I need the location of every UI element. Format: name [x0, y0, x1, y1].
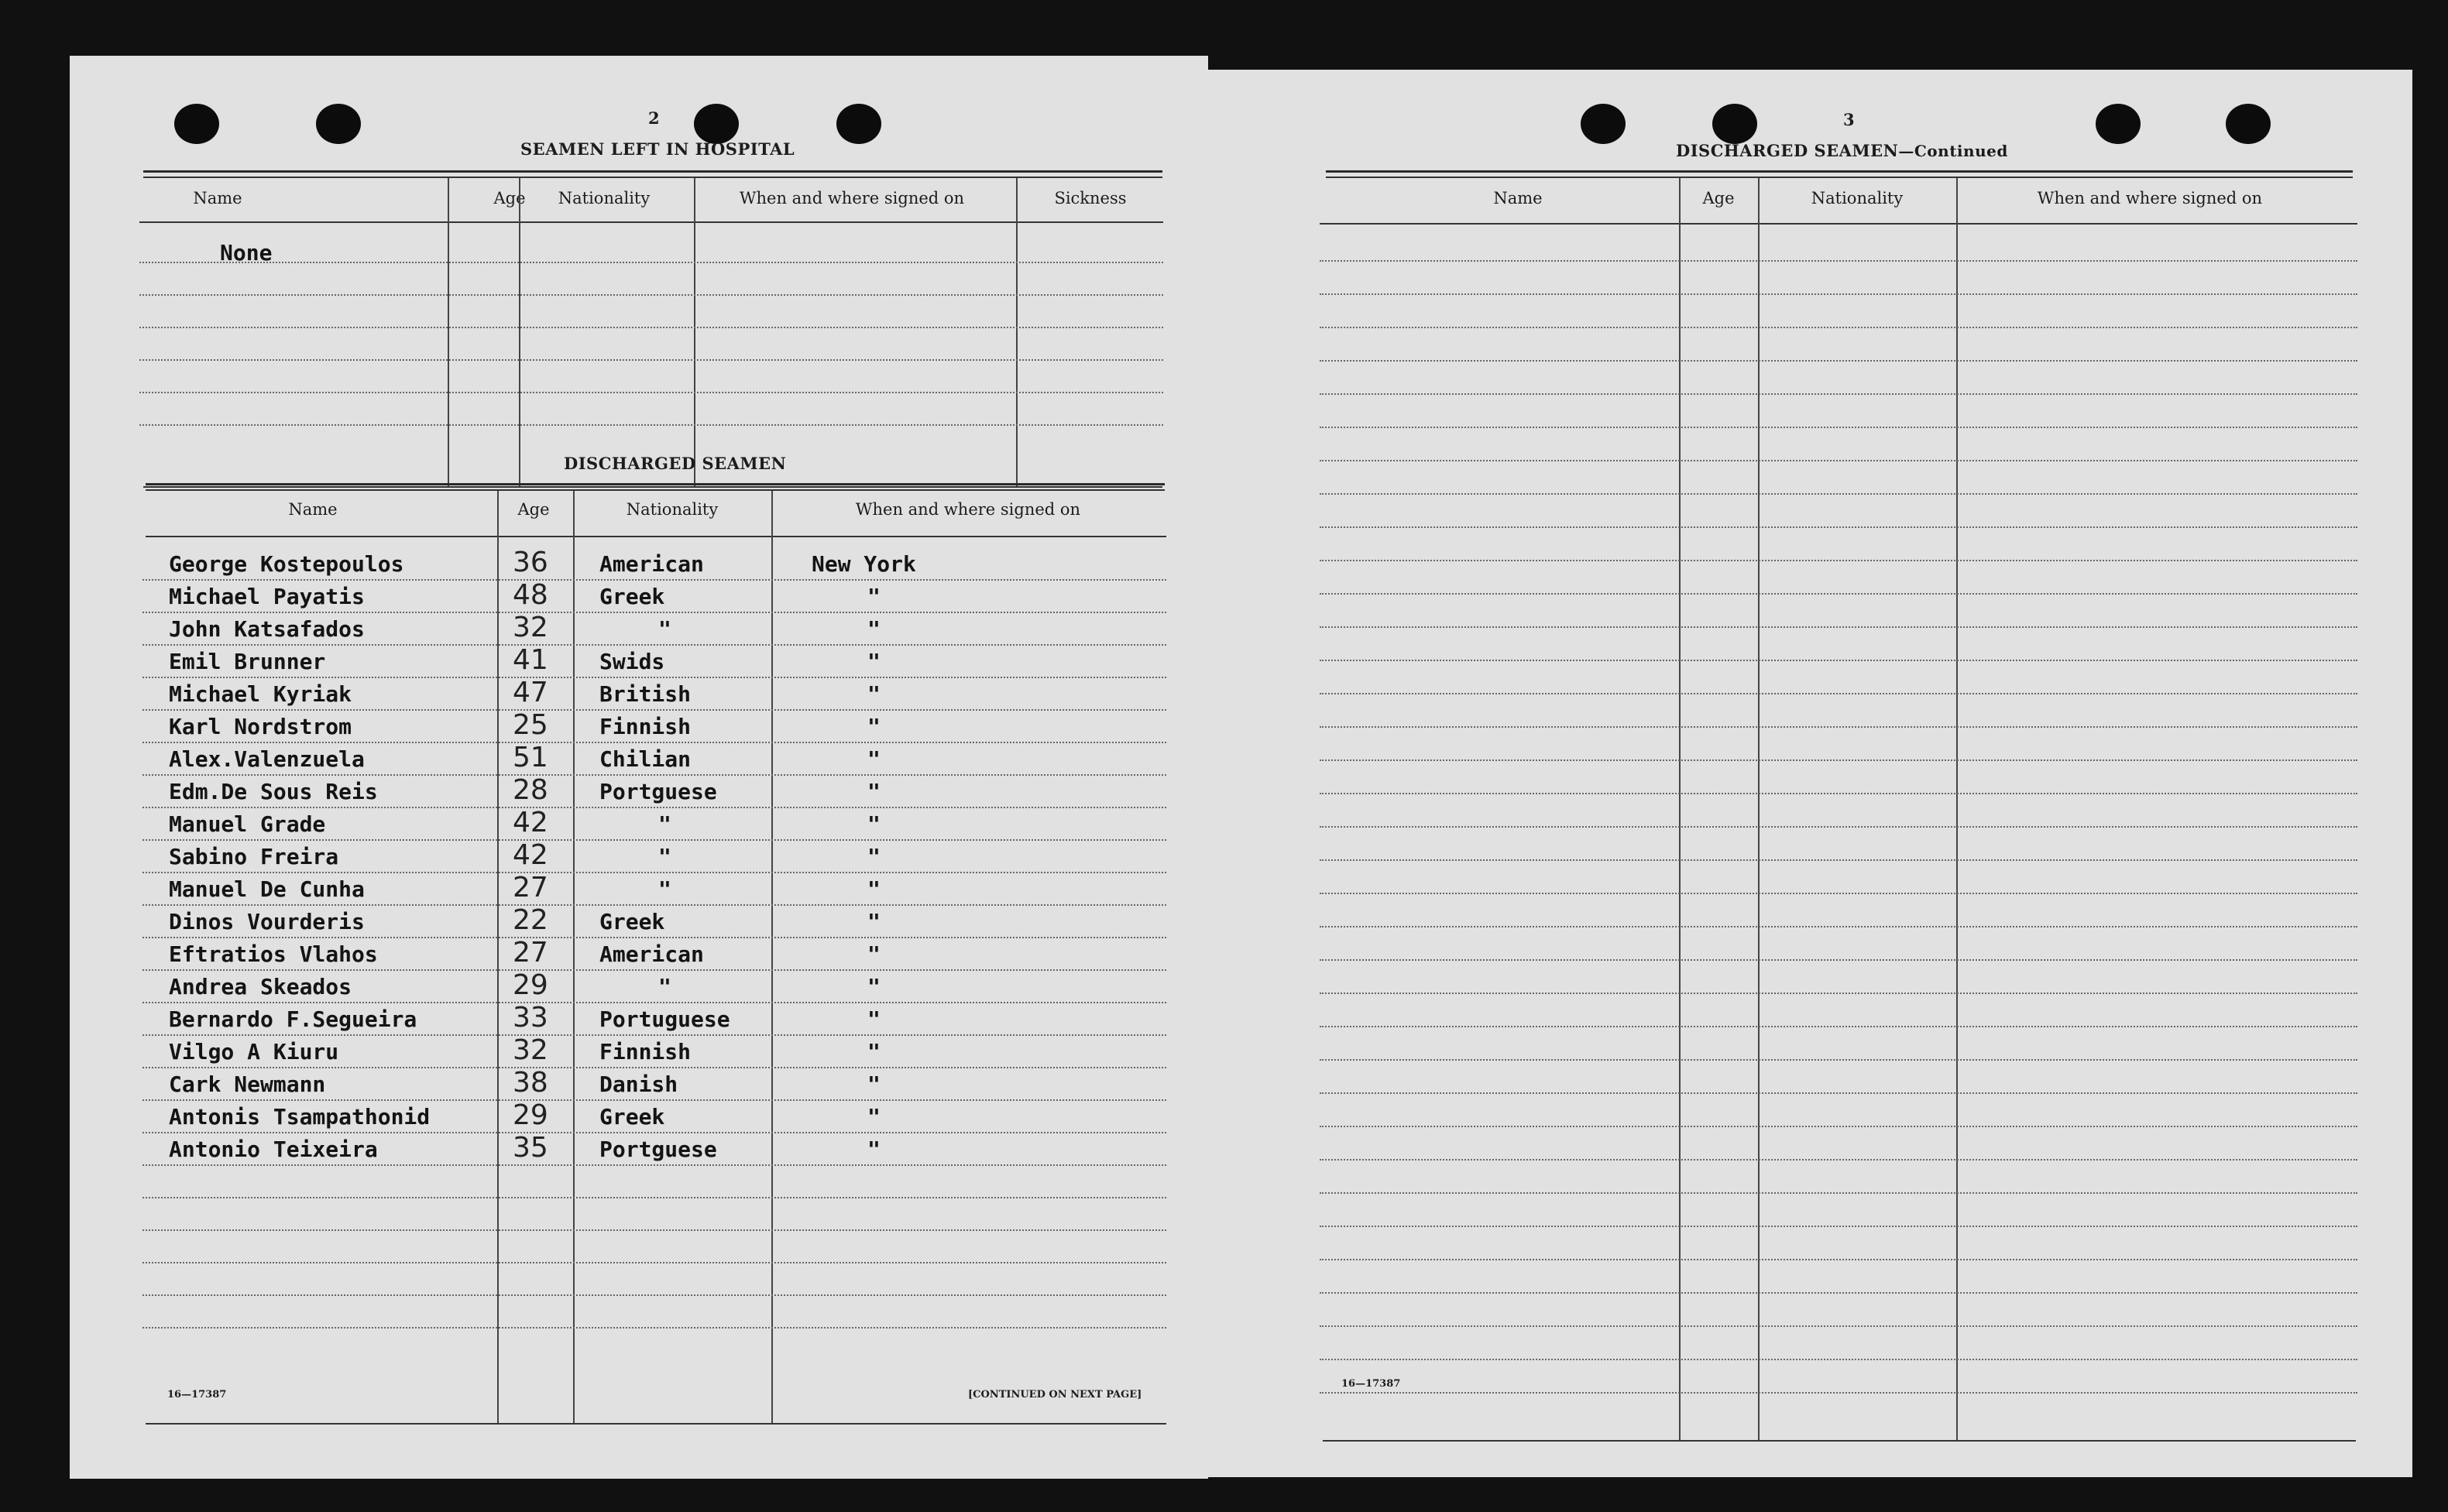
form-number: 16—17387 — [1341, 1378, 1401, 1390]
discharged-age: 48 — [513, 579, 548, 611]
discharged-nationality: Greek — [599, 1104, 665, 1130]
discharged-section-title: DISCHARGED SEAMEN — [564, 454, 787, 473]
right-page — [1208, 70, 2412, 1477]
discharged-signed-on: " — [867, 649, 881, 674]
discharged-signed-on: " — [867, 584, 881, 609]
discharged-name: John Katsafados — [169, 616, 365, 642]
discharged-nationality: Finnish — [599, 714, 692, 739]
discharged-nationality: Finnish — [599, 1039, 692, 1065]
discharged-nationality: Portguese — [599, 779, 717, 804]
row-rule — [142, 1034, 1166, 1036]
row-rule — [142, 1002, 1166, 1003]
discharged-age: 51 — [513, 742, 548, 773]
hospital-entry-none: None — [220, 240, 273, 266]
discharged-signed-on: " — [867, 779, 881, 804]
discharged-header-name: Name — [288, 500, 338, 519]
discharged-signed-on: " — [867, 941, 881, 967]
row-rule — [1320, 626, 2357, 628]
discharged-nationality: British — [599, 681, 692, 707]
discharged-signed-on: " — [867, 876, 881, 902]
page-number: 2 — [648, 108, 660, 128]
row-rule — [1320, 1259, 2357, 1260]
discharged-nationality: " — [658, 844, 671, 869]
hospital-header-sickness: Sickness — [1054, 189, 1127, 207]
discharged-name: Emil Brunner — [169, 649, 326, 674]
discharged-nationality: American — [599, 941, 704, 967]
row-rule — [142, 1262, 1166, 1263]
discharged-age: 22 — [513, 904, 548, 936]
discharged-signed-on: " — [867, 1104, 881, 1130]
discharged-name: Edm.De Sous Reis — [169, 779, 378, 804]
right-header-nationality: Nationality — [1811, 189, 1904, 207]
discharged-signed-on: " — [867, 1137, 881, 1162]
row-rule — [142, 1197, 1166, 1198]
discharged-signed-on: New York — [812, 551, 916, 577]
row-rule — [1320, 1026, 2357, 1027]
discharged-name: Antonio Teixeira — [169, 1137, 378, 1162]
discharged-name: Sabino Freira — [169, 844, 339, 869]
right-header-age: Age — [1702, 189, 1735, 207]
row-rule — [1320, 360, 2357, 362]
discharged-signed-on: " — [867, 681, 881, 707]
punch-hole — [1581, 104, 1626, 144]
row-rule — [1320, 593, 2357, 595]
hospital-header-name: Name — [193, 189, 242, 207]
discharged-name: Bernardo F.Segueira — [169, 1006, 417, 1032]
row-rule — [142, 644, 1166, 646]
discharged-nationality: Portguese — [599, 1137, 717, 1162]
discharged-signed-on: " — [867, 974, 881, 999]
discharged-nationality: Portuguese — [599, 1006, 730, 1032]
discharged-signed-on: " — [867, 844, 881, 869]
row-rule — [142, 1067, 1166, 1068]
row-rule — [1320, 1226, 2357, 1227]
row-rule — [142, 1164, 1166, 1166]
discharged-nationality: Danish — [599, 1071, 678, 1097]
discharged-age: 47 — [513, 677, 548, 708]
row-rule — [142, 612, 1166, 613]
discharged-age: 32 — [513, 1034, 548, 1066]
discharged-header-nationality: Nationality — [626, 500, 719, 519]
form-number: 16—17387 — [167, 1389, 227, 1401]
discharged-header-signed-on: When and where signed on — [855, 500, 1081, 519]
row-rule — [1320, 726, 2357, 728]
row-rule — [142, 774, 1166, 776]
row-rule — [1320, 427, 2357, 428]
discharged-name: Michael Kyriak — [169, 681, 352, 707]
row-rule — [142, 1327, 1166, 1329]
discharged-name: Alex.Valenzuela — [169, 746, 365, 772]
discharged-name: Cark Newmann — [169, 1071, 326, 1097]
row-rule — [1320, 793, 2357, 794]
row-rule — [1320, 393, 2357, 395]
page-number: 3 — [1843, 110, 1855, 129]
discharged-name: Eftratios Vlahos — [169, 941, 378, 967]
row-rule — [1320, 1292, 2357, 1294]
punch-hole — [2226, 104, 2271, 144]
punch-hole — [174, 104, 219, 144]
row-rule — [1320, 1359, 2357, 1360]
row-rule — [1320, 1159, 2357, 1161]
row-rule — [142, 872, 1166, 873]
discharged-age: 35 — [513, 1132, 548, 1164]
discharged-nationality: " — [658, 876, 671, 902]
discharged-signed-on: " — [867, 811, 881, 837]
hospital-header-age: Age — [493, 189, 526, 207]
row-rule — [1320, 759, 2357, 761]
row-rule — [1320, 1325, 2357, 1327]
row-rule — [1320, 826, 2357, 828]
hospital-section-title: SEAMEN LEFT IN HOSPITAL — [520, 139, 795, 159]
discharged-age: 25 — [513, 709, 548, 741]
row-rule — [1320, 926, 2357, 927]
discharged-signed-on: " — [867, 909, 881, 934]
right-header-signed-on: When and where signed on — [2037, 189, 2263, 207]
row-rule — [142, 677, 1166, 678]
row-rule — [1320, 1192, 2357, 1194]
discharged-name: Karl Nordstrom — [169, 714, 352, 739]
title-main: DISCHARGED SEAMEN — [1676, 141, 1899, 160]
discharged-age: 27 — [513, 937, 548, 969]
discharged-age: 27 — [513, 872, 548, 903]
row-rule — [1320, 1126, 2357, 1127]
row-rule — [1320, 1092, 2357, 1094]
discharged-signed-on: " — [867, 746, 881, 772]
row-rule — [142, 579, 1166, 581]
row-rule — [1320, 660, 2357, 661]
continued-note: [CONTINUED ON NEXT PAGE] — [968, 1389, 1142, 1401]
discharged-nationality: " — [658, 616, 671, 642]
discharged-age: 41 — [513, 644, 548, 676]
punch-hole — [316, 104, 361, 144]
discharged-age: 36 — [513, 547, 548, 578]
discharged-nationality: Chilian — [599, 746, 692, 772]
row-rule — [142, 839, 1166, 841]
row-rule — [142, 937, 1166, 938]
row-rule — [142, 904, 1166, 906]
discharged-nationality: Swids — [599, 649, 665, 674]
hospital-header-signed-on: When and where signed on — [739, 189, 965, 207]
discharged-nationality: Greek — [599, 584, 665, 609]
discharged-nationality: American — [599, 551, 704, 577]
row-rule — [1320, 1059, 2357, 1061]
row-rule — [1320, 693, 2357, 694]
row-rule — [1320, 260, 2357, 262]
discharged-name: Vilgo A Kiuru — [169, 1039, 339, 1065]
discharged-nationality: " — [658, 811, 671, 837]
discharged-nationality: " — [658, 974, 671, 999]
right-header-name: Name — [1493, 189, 1543, 207]
discharged-age: 42 — [513, 807, 548, 838]
row-rule — [1320, 327, 2357, 328]
discharged-age: 29 — [513, 1099, 548, 1131]
discharged-age: 28 — [513, 774, 548, 806]
discharged-age: 33 — [513, 1002, 548, 1034]
discharged-age: 29 — [513, 969, 548, 1001]
punch-hole — [836, 104, 881, 144]
row-rule — [1320, 460, 2357, 461]
discharged-age: 32 — [513, 612, 548, 643]
discharged-name: Andrea Skeados — [169, 974, 352, 999]
discharged-signed-on: " — [867, 1039, 881, 1065]
row-rule — [1320, 859, 2357, 861]
row-rule — [142, 742, 1166, 743]
row-rule — [1320, 959, 2357, 961]
discharged-age: 42 — [513, 839, 548, 871]
discharged-name: Manuel Grade — [169, 811, 326, 837]
discharged-age: 38 — [513, 1067, 548, 1099]
punch-hole — [2096, 104, 2141, 144]
hospital-header-nationality: Nationality — [558, 189, 651, 207]
punch-hole — [694, 104, 739, 144]
discharged-name: George Kostepoulos — [169, 551, 404, 577]
row-rule — [1320, 893, 2357, 894]
discharged-name: Dinos Vourderis — [169, 909, 365, 934]
row-rule — [1320, 526, 2357, 528]
row-rule — [142, 1294, 1166, 1296]
discharged-name: Michael Payatis — [169, 584, 365, 609]
discharged-header-age: Age — [517, 500, 550, 519]
row-rule — [142, 1132, 1166, 1133]
discharged-signed-on: " — [867, 616, 881, 642]
discharged-name: Antonis Tsampathonid — [169, 1104, 431, 1130]
row-rule — [1320, 493, 2357, 495]
row-rule — [142, 1229, 1166, 1231]
discharged-signed-on: " — [867, 1071, 881, 1097]
row-rule — [1320, 1392, 2357, 1394]
row-rule — [142, 1099, 1166, 1101]
row-rule — [142, 807, 1166, 808]
title-suffix: —Continued — [1898, 142, 2008, 160]
row-rule — [142, 709, 1166, 711]
discharged-nationality: Greek — [599, 909, 665, 934]
row-rule — [1320, 293, 2357, 295]
row-rule — [1320, 993, 2357, 994]
row-rule — [142, 969, 1166, 971]
discharged-name: Manuel De Cunha — [169, 876, 365, 902]
discharged-signed-on: " — [867, 714, 881, 739]
left-page — [70, 56, 1208, 1479]
discharged-signed-on: " — [867, 1006, 881, 1032]
punch-hole — [1712, 104, 1757, 144]
discharged-continued-title — [1676, 141, 2008, 160]
row-rule — [1320, 560, 2357, 561]
